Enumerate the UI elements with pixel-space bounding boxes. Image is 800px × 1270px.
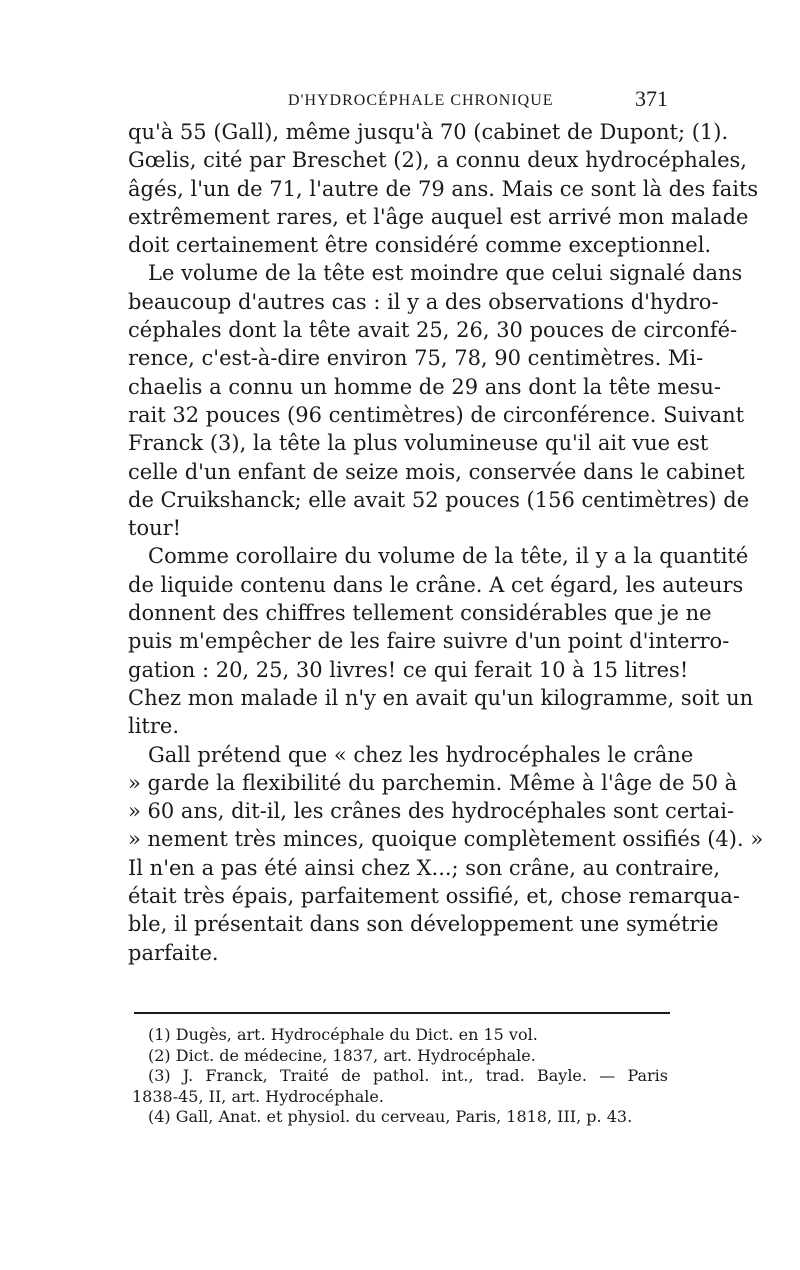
text-line: donnent des chiffres tellement considérables que je ne bbox=[128, 601, 712, 626]
text-line: rait 32 pouces (96 centimètres) de circonférence. Suivant bbox=[128, 402, 745, 427]
footnote: (3) J. Franck, Traité de pathol. int., trad. Bayle. — Paris bbox=[148, 1066, 668, 1085]
text-line: céphales dont la tête avait 25, 26, 30 pouces de circonfé- bbox=[128, 318, 738, 343]
text-line: chaelis a connu un homme de 29 ans dont la tête mesu- bbox=[128, 374, 722, 399]
text-line: Comme corollaire du volume de la tête, il y a la quantité bbox=[148, 544, 749, 569]
text-line: celle d'un enfant de seize mois, conservée dans le cabinet bbox=[128, 459, 745, 484]
text-line: doit certainement être considéré comme exceptionnel. bbox=[128, 233, 712, 258]
text-line: était très épais, parfaitement ossifié, et, chose remarqua- bbox=[128, 884, 740, 909]
text-line: » nement très minces, quoique complètement ossifiés (4). » bbox=[128, 827, 764, 852]
footnote: (1) Dugès, art. Hydrocéphale du Dict. en 15 vol. bbox=[148, 1025, 538, 1044]
text-line: » 60 ans, dit-il, les crânes des hydrocéphales sont certai- bbox=[128, 799, 735, 824]
text-line: beaucoup d'autres cas : il y a des observations d'hydro- bbox=[128, 289, 719, 314]
text-line: âgés, l'un de 71, l'autre de 79 ans. Mais ce sont là des faits bbox=[128, 176, 759, 201]
text-line: de Cruikshanck; elle avait 52 pouces (156 centimètres) de bbox=[128, 487, 750, 512]
body-text bbox=[128, 118, 764, 967]
text-line: Gall prétend que « chez les hydrocéphales le crâne bbox=[148, 742, 694, 767]
page-number: 371 bbox=[635, 86, 668, 111]
footnote: (4) Gall, Anat. et physiol. du cerveau, Paris, 1818, III, p. 43. bbox=[148, 1107, 633, 1126]
text-line: Le volume de la tête est moindre que celui signalé dans bbox=[148, 261, 743, 286]
text-line: de liquide contenu dans le crâne. A cet égard, les auteurs bbox=[128, 572, 744, 597]
text-line: Chez mon malade il n'y en avait qu'un kilogramme, soit un bbox=[128, 685, 754, 710]
text-line: Il n'en a pas été ainsi chez X...; son crâne, au contraire, bbox=[128, 855, 721, 880]
footnotes bbox=[132, 1025, 668, 1128]
text-line: » garde la flexibilité du parchemin. Même à l'âge de 50 à bbox=[128, 770, 738, 795]
text-line: litre. bbox=[128, 714, 180, 739]
text-line: gation : 20, 25, 30 livres! ce qui ferait 10 à 15 litres! bbox=[128, 657, 689, 682]
text-line: puis m'empêcher de les faire suivre d'un point d'interro- bbox=[128, 629, 730, 654]
footnote: (2) Dict. de médecine, 1837, art. Hydrocéphale. bbox=[148, 1045, 536, 1065]
text-line: tour! bbox=[128, 516, 182, 541]
running-title: D'HYDROCÉPHALE CHRONIQUE bbox=[288, 92, 554, 109]
text-line: extrêmement rares, et l'âge auquel est arrivé mon malade bbox=[128, 204, 749, 229]
text-line: Gœlis, cité par Breschet (2), a connu deux hydrocéphales, bbox=[128, 148, 747, 173]
text-line: qu'à 55 (Gall), même jusqu'à 70 (cabinet de Dupont; (1). bbox=[128, 120, 729, 144]
text-line: ble, il présentait dans son développement une symétrie bbox=[128, 912, 719, 937]
text-line: rence, c'est-à-dire environ 75, 78, 90 centimètres. Mi- bbox=[128, 346, 704, 371]
text-line: Franck (3), la tête la plus volumineuse qu'il ait vue est bbox=[128, 431, 709, 456]
footnote-rule bbox=[134, 1012, 670, 1014]
running-head bbox=[128, 86, 668, 116]
text-line: parfaite. bbox=[128, 940, 219, 965]
footnote-continuation: 1838-45, II, art. Hydrocéphale. bbox=[132, 1086, 384, 1106]
